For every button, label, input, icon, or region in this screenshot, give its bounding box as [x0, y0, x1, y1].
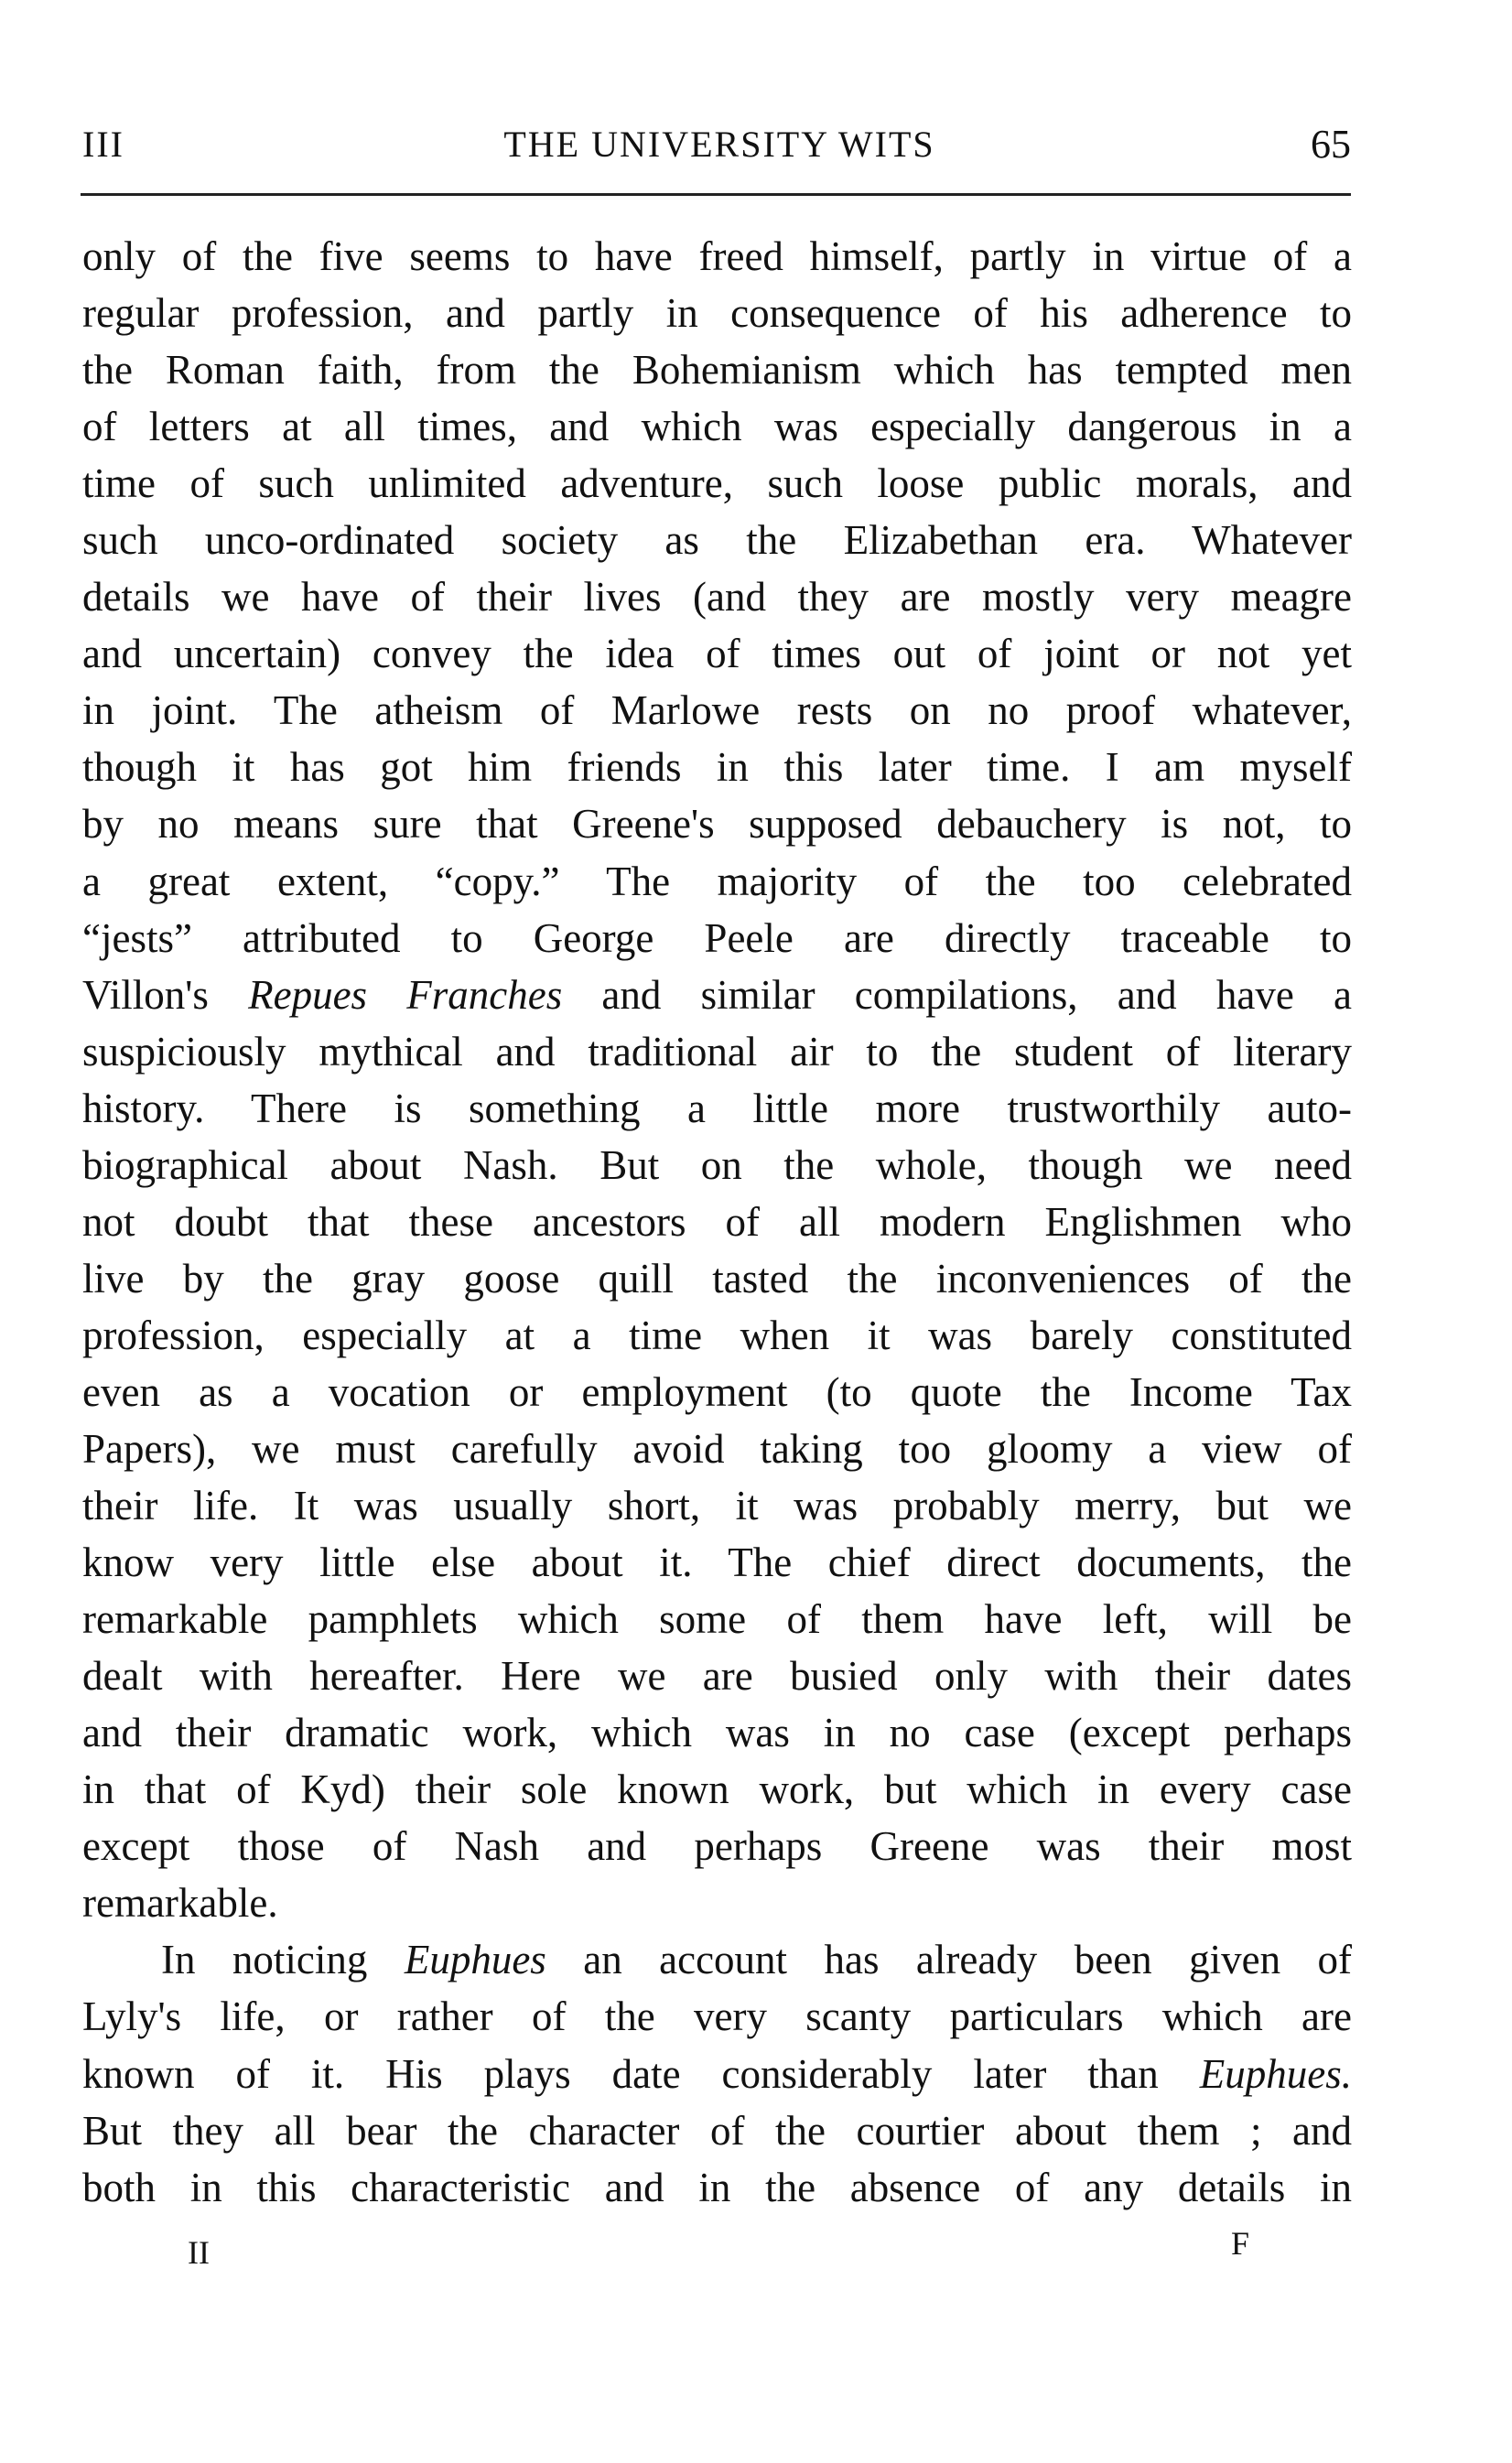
text-segment: time of such unlimited adventure, such loose public morals, and: [82, 460, 1352, 507]
text-segment: But they all bear the character of the courtier about them ; and: [82, 2107, 1352, 2154]
page-number: 65: [1311, 122, 1351, 167]
text-segment: details we have of their lives (and they are mostly very meagre: [82, 574, 1352, 621]
text-line: [82, 398, 1352, 455]
text-segment: known of it. His plays date considerably later than: [82, 2050, 1200, 2097]
text-segment: an account has already been given of: [545, 1937, 1352, 1983]
text-segment: know very little else about it. The chief direct documents, the: [82, 1539, 1352, 1586]
text-line: [82, 341, 1352, 398]
signature-volume: II: [188, 2234, 210, 2271]
text-line: [82, 1194, 1352, 1250]
text-segment: except those of Nash and perhaps Greene was their most: [82, 1823, 1352, 1870]
text-segment: remarkable.: [82, 1880, 278, 1927]
text-line: [82, 228, 1352, 285]
text-segment: of letters at all times, and which was especially dangerous in a: [82, 404, 1352, 450]
text-line: [82, 1080, 1352, 1137]
text-segment: a great extent, “copy.” The majority of the too celebrated: [82, 858, 1352, 904]
text-line: [82, 625, 1352, 682]
text-segment: profession, especially at a time when it was barely constituted: [82, 1312, 1352, 1358]
text-line: [82, 2046, 1352, 2102]
text-segment: and similar compilations, and have a: [562, 971, 1352, 1018]
body-text: [82, 228, 1352, 2216]
text-line: [82, 682, 1352, 739]
text-line: [82, 1477, 1352, 1534]
text-segment: even as a vocation or employment (to quote the Income Tax: [82, 1368, 1352, 1415]
text-line: [82, 2159, 1352, 2216]
signature-letter: F: [1231, 2225, 1250, 2262]
text-segment: Lyly's life, or rather of the very scanty particulars which are: [82, 1993, 1352, 2040]
italic-title: Euphues.: [1199, 2050, 1352, 2097]
italic-title: Repues Franches: [248, 971, 563, 1018]
italic-title: Euphues: [404, 1937, 546, 1983]
text-line: [82, 512, 1352, 568]
text-line: [82, 1988, 1352, 2045]
text-line: [82, 739, 1352, 795]
text-segment: Papers), we must carefully avoid taking too gloomy a view of: [82, 1425, 1352, 1472]
text-segment: regular profession, and partly in consequence of his adherence to: [82, 290, 1352, 337]
text-segment: in joint. The atheism of Marlowe rests on no proof whatever,: [82, 687, 1352, 734]
text-segment: and their dramatic work, which was in no case (except perhaps: [82, 1710, 1352, 1756]
text-line: [82, 1874, 1352, 1931]
text-segment: biographical about Nash. But on the whole, though we need: [82, 1141, 1352, 1188]
text-line: [82, 1591, 1352, 1647]
text-line: [82, 285, 1352, 341]
text-line: [82, 1818, 1352, 1874]
text-line: [82, 1761, 1352, 1818]
text-segment: remarkable pamphlets which some of them have left, will be: [82, 1596, 1352, 1643]
text-line: [82, 967, 1352, 1023]
text-segment: “jests” attributed to George Peele are directly traceable to: [82, 914, 1352, 961]
text-line: [82, 2102, 1352, 2159]
text-line: [82, 1364, 1352, 1421]
header-rule: [81, 193, 1351, 196]
text-line: [82, 795, 1352, 852]
text-line: [82, 1704, 1352, 1761]
text-segment: both in this characteristic and in the absence of any details in: [82, 2164, 1352, 2210]
text-segment: such unco-ordinated society as the Elizabethan era. Whatever: [82, 517, 1352, 564]
text-segment: In noticing: [161, 1937, 405, 1983]
text-segment: Villon's: [82, 971, 249, 1018]
text-segment: and uncertain) convey the idea of times out of joint or not yet: [82, 631, 1352, 677]
text-segment: live by the gray goose quill tasted the inconveniences of the: [82, 1255, 1352, 1302]
running-title: THE UNIVERSITY WITS: [503, 124, 935, 165]
text-segment: the Roman faith, from the Bohemianism which has tempted men: [82, 347, 1352, 394]
text-segment: suspiciously mythical and traditional air to the student of literary: [82, 1028, 1352, 1075]
text-line: [82, 1250, 1352, 1307]
text-segment: though it has got him friends in this later time. I am myself: [82, 744, 1352, 791]
text-line: [82, 910, 1352, 967]
chapter-number: III: [82, 124, 124, 165]
text-line: [82, 1307, 1352, 1364]
text-line: [82, 853, 1352, 910]
text-line: [82, 1137, 1352, 1194]
text-segment: dealt with hereafter. Here we are busied only with their dates: [82, 1653, 1352, 1700]
text-segment: by no means sure that Greene's supposed debauchery is not, to: [82, 801, 1352, 848]
text-segment: history. There is something a little more trustworthily auto-: [82, 1085, 1352, 1131]
text-line: [82, 1931, 1352, 1988]
text-line: [82, 1534, 1352, 1591]
text-line: [82, 568, 1352, 625]
text-line: [82, 1023, 1352, 1080]
text-segment: not doubt that these ancestors of all modern Englishmen who: [82, 1198, 1352, 1245]
text-segment: only of the five seems to have freed himself, partly in virtue of a: [82, 233, 1352, 279]
text-line: [82, 1421, 1352, 1477]
text-line: [82, 455, 1352, 512]
text-segment: their life. It was usually short, it was probably merry, but we: [82, 1483, 1352, 1529]
text-segment: in that of Kyd) their sole known work, but which in every case: [82, 1766, 1352, 1813]
text-line: [82, 1647, 1352, 1704]
